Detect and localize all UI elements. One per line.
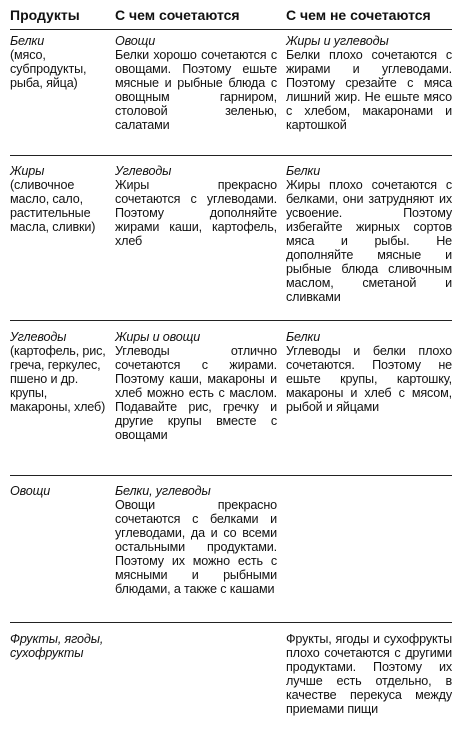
product-cell <box>10 484 110 498</box>
product-cell <box>10 632 110 660</box>
header-incompatible: С чем не сочетаются <box>286 7 431 23</box>
row-divider <box>10 622 452 623</box>
header-compatible: С чем сочетаются <box>115 7 240 23</box>
incompatible-title: Белки <box>286 330 321 344</box>
compatible-title: Овощи <box>115 34 156 48</box>
incompatible-text: Фрукты, ягоды и сухофрукты плохо сочетаются с другими продуктами. Поэтому их лучше есть отдельно, в качестве перекуса между приемами пищи <box>286 632 452 716</box>
product-title: Фрукты, ягоды, сухофрукты <box>10 632 104 660</box>
incompatible-text: Углеводы и белки плохо сочетаются. Поэтому не ешьте крупы, картошку, макароны и хлеб с мясом, рыбой и яйцами <box>286 344 452 414</box>
compatible-text: Жиры прекрасно сочетаются с углеводами. Поэтому дополняйте жирами каши, картофель, хлеб <box>115 178 277 248</box>
product-title: Жиры <box>10 164 45 178</box>
compatible-title: Белки, углеводы <box>115 484 211 498</box>
product-title: Овощи <box>10 484 51 498</box>
product-cell <box>10 34 110 90</box>
incompatible-text: Белки плохо сочетаются с жирами и углеводами. Поэтому срезайте с мяса лишний жир. Не ешьте мясо с хлебом, макаронами и картошкой <box>286 48 452 132</box>
product-detail: (мясо, субпродукты, рыба, яйца) <box>10 48 87 90</box>
incompatible-cell <box>286 330 452 414</box>
incompatible-cell <box>286 34 452 132</box>
compatible-text: Овощи прекрасно сочетаются с белками и углеводами, да и со всеми остальными продуктами. Поэтому их можно есть с мясными и рыбными блюдами, а также с кашами <box>115 498 277 596</box>
compatible-cell <box>115 484 277 596</box>
compatible-title: Углеводы <box>115 164 172 178</box>
row-divider <box>10 155 452 156</box>
row-divider <box>10 475 452 476</box>
header-divider <box>10 29 452 30</box>
compatible-cell <box>115 164 277 248</box>
incompatible-cell <box>286 164 452 304</box>
product-cell <box>10 330 110 414</box>
incompatible-title: Жиры и углеводы <box>286 34 389 48</box>
incompatible-cell <box>286 632 452 716</box>
product-cell <box>10 164 110 234</box>
compatible-title: Жиры и овощи <box>115 330 201 344</box>
incompatible-text: Жиры плохо сочетаются с белками, они затрудняют их усвоение. Поэтому избегайте жирных сортов мяса и рыбы. Не дополняйте мясные и рыбные блюда сливочным маслом, сметаной и сливками <box>286 178 452 304</box>
header-products: Продукты <box>10 7 80 23</box>
compatible-cell <box>115 34 277 132</box>
product-title: Белки <box>10 34 45 48</box>
incompatible-title: Белки <box>286 164 321 178</box>
compatible-cell <box>115 330 277 442</box>
compatible-text: Белки хорошо сочетаются с овощами. Поэтому ешьте мясные и рыбные блюда с овощным гарниром, столовой зеленью, салатами <box>115 48 277 132</box>
product-title: Углеводы <box>10 330 67 344</box>
product-detail: (сливочное масло, сало, растительные масла, сливки) <box>10 178 96 234</box>
product-detail: (картофель, рис, греча, геркулес, пшено и др. крупы, макароны, хлеб) <box>10 344 106 414</box>
row-divider <box>10 320 452 321</box>
compatible-text: Углеводы отлично сочетаются с жирами. Поэтому каши, макароны и хлеб можно есть с маслом. Подавайте рис, гречку и другие крупы вместе с овощами <box>115 344 277 442</box>
